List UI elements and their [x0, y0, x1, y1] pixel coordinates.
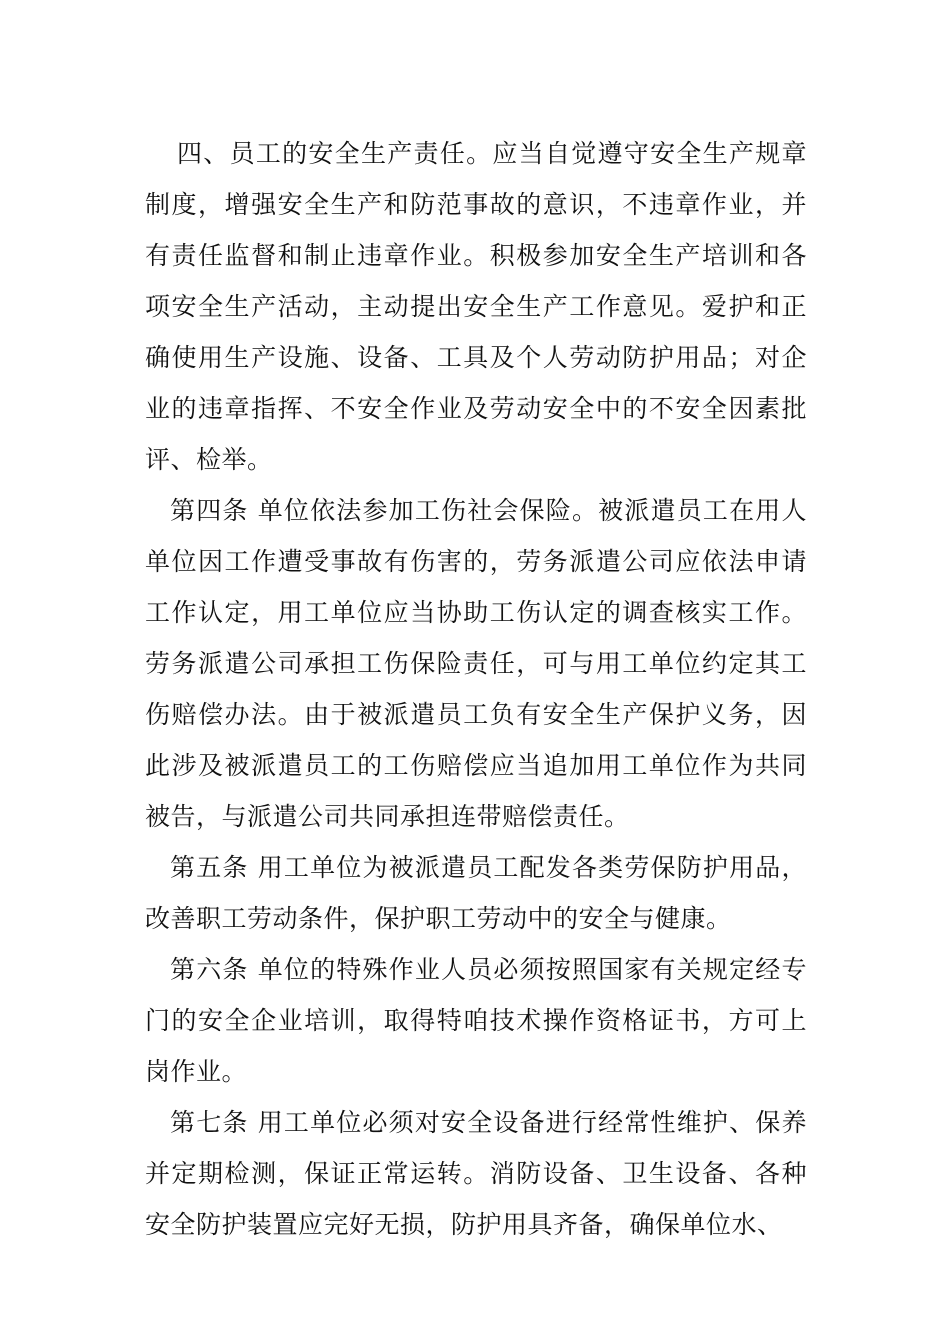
- paragraph-employee-safety-duty: 四、员工的安全生产责任。应当自觉遵守安全生产规章制度，增强安全生产和防范事故的意识，不违章作业，并有责任监督和制止违章作业。积极参加安全生产培训和各项安全生产活动，主动提出安全生产工作意见。爱护和正确使用生产设施、设备、工具及个人劳动防护用品；对企业的违章指挥、不安全作业及劳动安全中的不安全因素批评、检举。: [145, 139, 807, 474]
- paragraph-article-5: 第五条 用工单位为被派遣员工配发各类劳保防护用品，改善职工劳动条件，保护职工劳动中的安全与健康。: [145, 853, 807, 933]
- paragraph-article-4: 第四条 单位依法参加工伤社会保险。被派遣员工在用人单位因工作遭受事故有伤害的，劳务派遣公司应依法申请工作认定，用工单位应当协助工伤认定的调查核实工作。劳务派遣公司承担工伤保险责任，可与用工单位约定其工伤赔偿办法。由于被派遣员工负有安全生产保护义务，因此涉及被派遣员工的工伤赔偿应当追加用工单位作为共同被告，与派遣公司共同承担连带赔偿责任。: [145, 496, 807, 831]
- paragraph-article-6: 第六条 单位的特殊作业人员必须按照国家有关规定经专门的安全企业培训，取得特咱技术操作资格证书，方可上岗作业。: [145, 955, 807, 1086]
- paragraph-article-7: 第七条 用工单位必须对安全设备进行经常性维护、保养并定期检测，保证正常运转。消防设备、卫生设备、各种安全防护装置应完好无损，防护用具齐备，确保单位水、: [145, 1108, 807, 1239]
- document-page: [145, 128, 807, 1250]
